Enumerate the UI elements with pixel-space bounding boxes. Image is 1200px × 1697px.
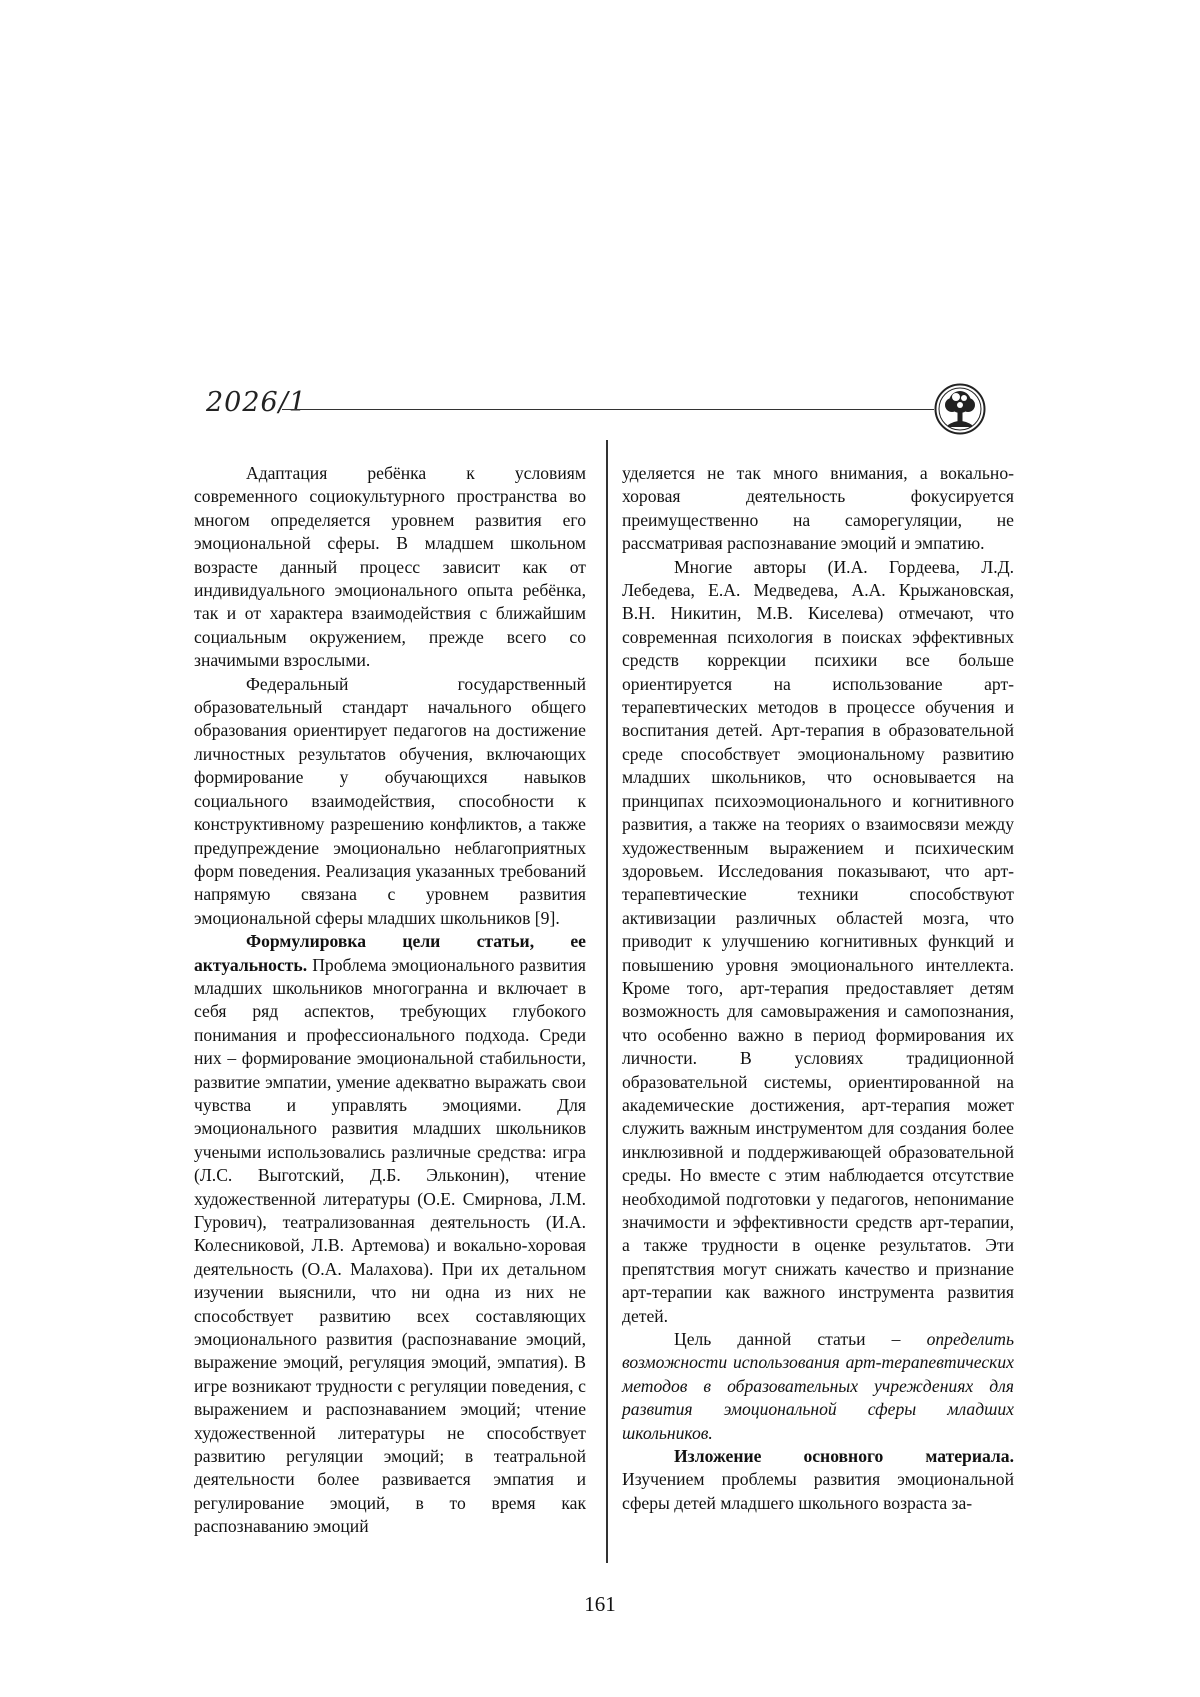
left-column	[194, 462, 586, 1539]
column-divider	[606, 440, 608, 1563]
section-heading: Изложение основного материала.	[674, 1446, 1014, 1467]
paragraph-text: Цель данной статьи –	[674, 1329, 927, 1350]
paragraph	[194, 930, 586, 1539]
article-aim: определить возможности использования арт-терапевтических методов в образовательных учреждениях для развития эмоциональной сферы младших школьников.	[622, 1329, 1014, 1443]
paragraph	[622, 1445, 1014, 1515]
journal-issue: 2026/1	[206, 387, 307, 418]
paragraph-text: Изучением проблемы развития эмоциональной сферы детей младшего школьного возраста за-	[622, 1469, 1014, 1513]
header-rule	[282, 409, 934, 410]
paragraph: Многие авторы (И.А. Гордеева, Л.Д. Лебедева, Е.А. Медведева, А.А. Крыжановская, В.Н. Никитин, М.В. Киселева) отмечают, что современная психология в поисках эффективных средств коррекции психики все больше ориентируется на использование арт-терапевтических методов в процессе обучения и воспитания детей. Арт-терапия в образовательной среде способствует эмоциональному развитию младших школьников, что основывается на принципах психоэмоционального и когнитивного развития, а также на теориях о взаимосвязи между художественным выражением и психическим здоровьем. Исследования показывают, что арт-терапевтические техники способствуют активизации различных областей мозга, что приводит к улучшению когнитивных функций и повышению уровня эмоционального интеллекта. Кроме того, арт-терапия предоставляет детям возможность для самовыражения и самопознания, что особенно важно в период формирования их личности. В условиях традиционной образовательной системы, ориентированной на академические достижения, арт-терапия может служить важным инструментом для создания более инклюзивной и поддерживающей образовательной среды. Но вместе с этим наблюдается отсутствие необходимой подготовки у педагогов, непонимание значимости и эффективности средств арт-терапии, а также трудности в оценке результатов. Эти препятствия могут снижать качество и признание арт-терапии как важного инструмента развития детей.	[622, 556, 1014, 1326]
paragraph: Адаптация ребёнка к условиям современного социокультурного пространства во многом определяется уровнем развития его эмоциональной сферы. В младшем школьном возрасте данный процесс зависит как от индивидуального эмоционального опыта ребёнка, так и от характера взаимодействия с ближайшим социальным окружением, прежде всего со значимыми взрослыми.	[194, 463, 586, 671]
right-column	[622, 462, 1014, 1515]
section-heading: Формулировка цели статьи, ее актуальность.	[194, 931, 586, 975]
paragraph: уделяется не так много внимания, а вокально-хоровая деятельность фокусируется преимущественно на саморегуляции, не рассматривая распознавание эмоций и эмпатию.	[622, 463, 1014, 554]
paragraph-text: Проблема эмоционального развития младших школьников многогранна и включает в себя ряд аспектов, требующих глубокого понимания и профессионального подхода. Среди них – формирование эмоциональной стабильности, развитие эмпатии, умение адекватно выражать свои чувства и управлять эмоциями. Для эмоционального развития младших школьников учеными использовались различные средства: игра (Л.С. Выготский, Д.Б. Эльконин), чтение художественной литературы (О.Е. Смирнова, Л.М. Гурович), театрализованная деятельность (И.А. Колесниковой, Л.В. Артемова) и вокально-хоровая деятельность (О.А. Малахова). При их детальном изучении выяснили, что ни одна из них не способствует развитию всех составляющих эмоционального развития (распознавание эмоций, выражение эмоций, регуляция эмоций, эмпатия). В игре возникают трудности с регуляции поведения, с выражением и распознаванием эмоций; чтение художественной литературы не способствует развитию регуляции эмоций; в театральной деятельности более развивается эмпатия и регулирование эмоций, в то время как распознаванию эмоций	[194, 954, 586, 1537]
tree-emblem-icon	[934, 383, 986, 435]
paragraph	[622, 1328, 1014, 1445]
page-number: 161	[584, 1592, 616, 1616]
paragraph: Федеральный государственный образовательный стандарт начального общего образования ориентирует педагогов на достижение личностных результатов обучения, включающих формирование у обучающихся навыков социального взаимодействия, способности к конструктивному разрешению конфликтов, а также предупреждение эмоционально неблагоприятных форм поведения. Реализация указанных требований напрямую связана с уровнем развития эмоциональной сферы младших школьников [9].	[194, 673, 586, 928]
